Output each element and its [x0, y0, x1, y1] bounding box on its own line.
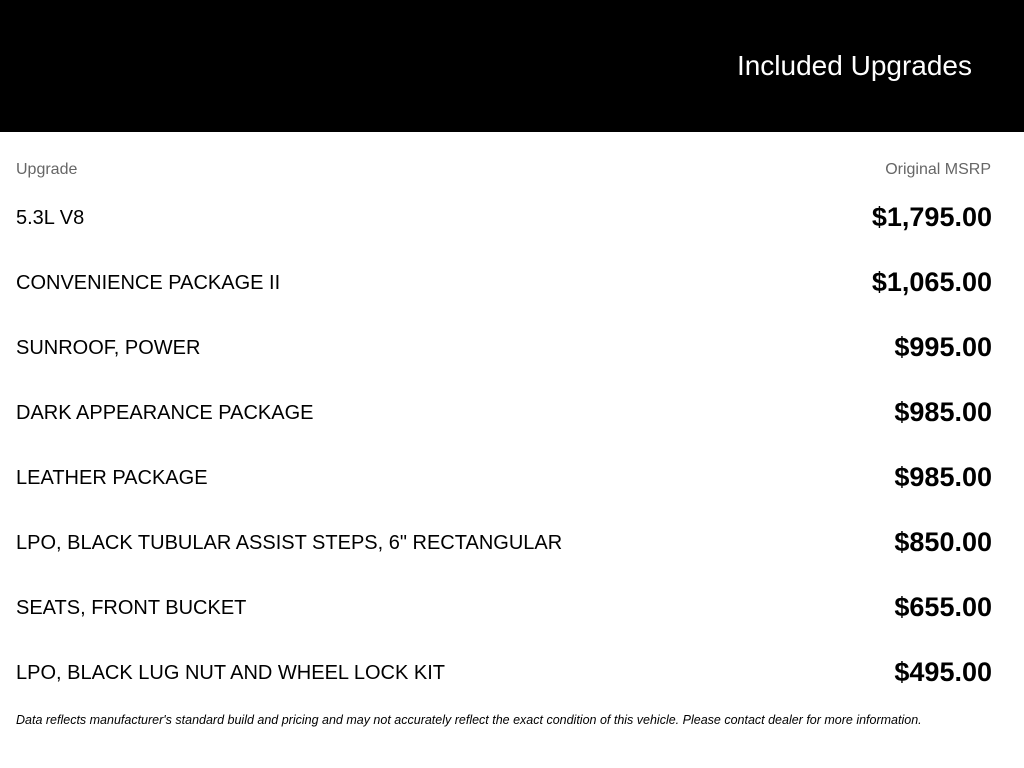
upgrade-name: CONVENIENCE PACKAGE II [16, 272, 281, 294]
upgrade-name: LPO, BLACK TUBULAR ASSIST STEPS, 6" RECTANGULAR [16, 532, 563, 554]
page-title: Included Upgrades [736, 50, 972, 81]
upgrade-price: $655.00 [894, 592, 992, 622]
table-row [0, 445, 1024, 510]
upgrade-price: $995.00 [894, 332, 992, 362]
upgrades-table [0, 185, 1024, 705]
upgrade-price: $850.00 [894, 527, 992, 557]
upgrade-name: SUNROOF, POWER [16, 337, 201, 359]
disclaimer-text: Data reflects manufacturer's standard build and pricing and may not accurately reflect the exact condition of this vehicle. Please contact dealer for more information. [16, 713, 922, 727]
upgrade-price: $985.00 [894, 462, 992, 492]
table-row [0, 575, 1024, 640]
upgrade-name: LPO, BLACK LUG NUT AND WHEEL LOCK KIT [16, 662, 446, 684]
upgrade-price: $1,065.00 [871, 267, 992, 297]
table-row [0, 250, 1024, 315]
column-header-msrp: Original MSRP [885, 161, 991, 178]
table-row [0, 640, 1024, 705]
upgrade-name: LEATHER PACKAGE [16, 467, 208, 489]
table-row [0, 315, 1024, 380]
upgrade-name: DARK APPEARANCE PACKAGE [16, 402, 314, 424]
table-row [0, 185, 1024, 250]
header-bar [0, 0, 1024, 132]
upgrade-price: $985.00 [894, 397, 992, 427]
table-row [0, 510, 1024, 575]
upgrade-price: $495.00 [894, 657, 992, 687]
upgrade-price: $1,795.00 [871, 202, 992, 232]
upgrade-name: 5.3L V8 [16, 207, 85, 229]
table-row [0, 380, 1024, 445]
column-header-upgrade: Upgrade [16, 161, 78, 178]
upgrade-name: SEATS, FRONT BUCKET [16, 597, 247, 619]
